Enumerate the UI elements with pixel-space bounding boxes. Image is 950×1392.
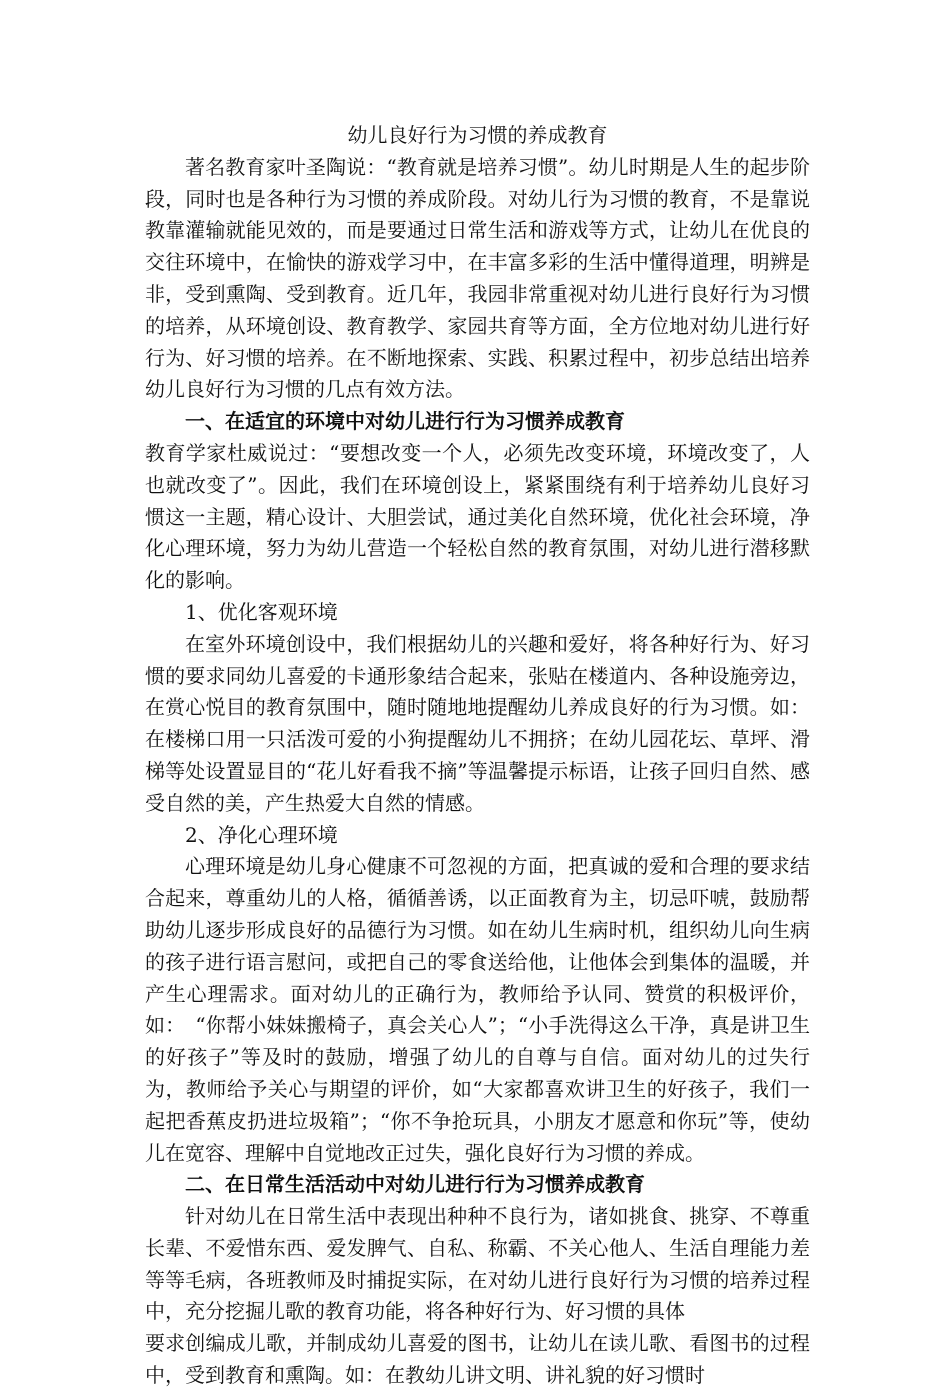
- section-2-continuation: 要求创编成儿歌，并制成幼儿喜爱的图书，让幼儿在读儿歌、看图书的过程中，受到教育和熏陶。如：在教幼儿讲文明、讲礼貌的好习惯时: [145, 1331, 810, 1388]
- subsection-2-heading: 2、净化心理环境: [185, 822, 338, 847]
- section-1-paragraph: 教育学家杜威说过：“要想改变一个人，必须先改变环境，环境改变了，人也就改变了”。因此，我们在环境创设上，紧紧围绕有利于培养幼儿良好习惯这一主题，精心设计、大胆尝试，通过美化自然环境，优化社会环境，净化心理环境，努力为幼儿营造一个轻松自然的教育氛围，对幼儿进行潜移默化的影响。: [145, 440, 810, 593]
- document-body: [145, 120, 810, 1392]
- intro-paragraph: 著名教育家叶圣陶说：“教育就是培养习惯”。幼儿时期是人生的起步阶段，同时也是各种行为习惯的养成阶段。对幼儿行为习惯的教育，不是靠说教靠灌输就能见效的，而是要通过日常生活和游戏等方式，让幼儿在优良的交往环境中，在愉快的游戏学习中，在丰富多彩的生活中懂得道理，明辨是非，受到熏陶、受到教育。近几年，我园非常重视对幼儿进行良好行为习惯的培养，从环境创设、教育教学、家园共育等方面，全方位地对幼儿进行好行为、好习惯的培养。在不断地探索、实践、积累过程中，初步总结出培养幼儿良好行为习惯的几点有效方法。: [145, 154, 810, 402]
- section-1-heading: 一、在适宜的环境中对幼儿进行行为习惯养成教育: [185, 409, 625, 434]
- subsection-2-paragraph: 心理环境是幼儿身心健康不可忽视的方面，把真诚的爱和合理的要求结合起来，尊重幼儿的人格，循循善诱，以正面教育为主，切忌吓唬，鼓励帮助幼儿逐步形成良好的品德行为习惯。如在幼儿生病时机，组织幼儿向生病的孩子进行语言慰问，或把自己的零食送给他，让他体会到集体的温暖，并产生心理需求。面对幼儿的正确行为，教师给予认同、赞赏的积极评价，如： “你帮小妹妹搬椅子，真会关心人”；“小手洗得这么干净，真是讲卫生的好孩子”等及时的鼓励，增强了幼儿的自尊与自信。面对幼儿的过失行为，教师给予关心与期望的评价，如“大家都喜欢讲卫生的好孩子，我们一起把香蕉皮扔进垃圾箱”；“你不争抢玩具，小朋友才愿意和你玩”等，使幼儿在宽容、理解中自觉地改正过失，强化良好行为习惯的养成。: [145, 854, 810, 1165]
- section-2-heading: 二、在日常生活活动中对幼儿进行行为习惯养成教育: [185, 1172, 645, 1197]
- section-2-paragraph: 针对幼儿在日常生活中表现出种种不良行为，诸如挑食、挑穿、不尊重长辈、不爱惜东西、爱发脾气、自私、称霸、不关心他人、生活自理能力差等等毛病，各班教师及时捕捉实际，在对幼儿进行良好行为习惯的培养过程中，充分挖掘儿歌的教育功能，将各种好行为、好习惯的具体: [145, 1204, 810, 1324]
- subsection-1-heading: 1、优化客观环境: [185, 599, 338, 624]
- document-title: 幼儿良好行为习惯的养成教育: [347, 123, 608, 147]
- subsection-1-paragraph: 在室外环境创设中，我们根据幼儿的兴趣和爱好，将各种好行为、好习惯的要求同幼儿喜爱的卡通形象结合起来，张贴在楼道内、各种设施旁边，在赏心悦目的教育氛围中，随时随地地提醒幼儿养成良好的行为习惯。如：在楼梯口用一只活泼可爱的小狗提醒幼儿不拥挤；在幼儿园花坛、草坪、滑梯等处设置显目的“花儿好看我不摘”等温馨提示标语，让孩子回归自然、感受自然的美，产生热爱大自然的情感。: [145, 631, 810, 815]
